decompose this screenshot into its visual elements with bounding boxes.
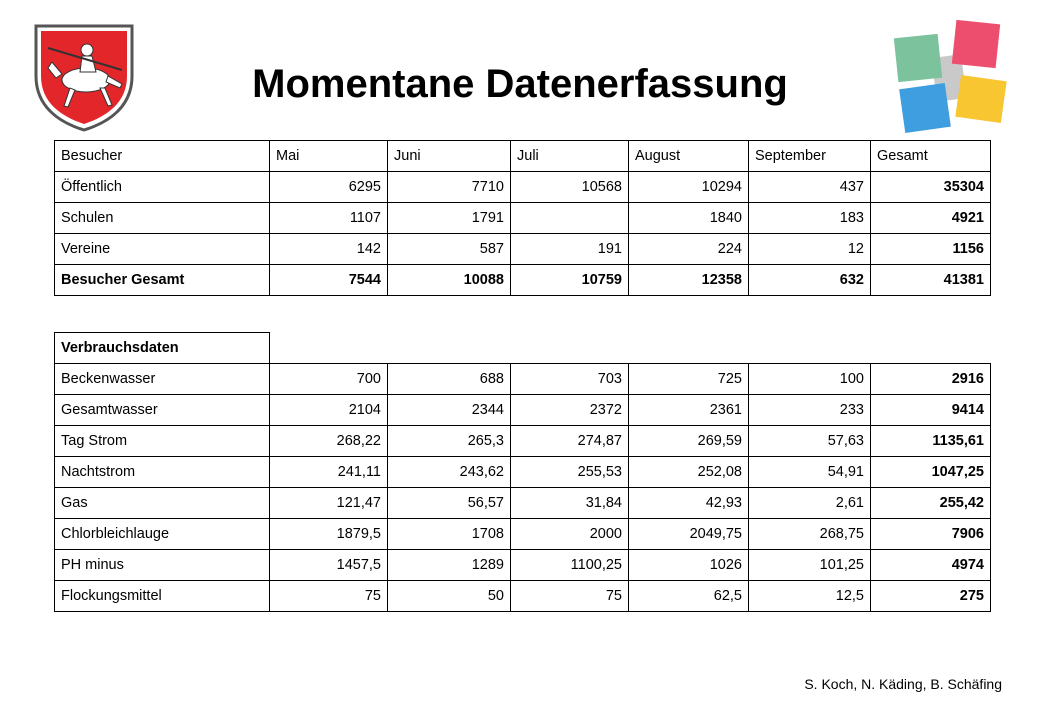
total-cell: 1047,25 (871, 457, 991, 488)
table-row (55, 395, 991, 426)
cell: 50 (388, 581, 511, 612)
table-row (55, 234, 991, 265)
cell: 75 (270, 581, 388, 612)
row-label: Gas (55, 488, 270, 519)
table-row (55, 172, 991, 203)
cell: 1879,5 (270, 519, 388, 550)
header-cell: Juli (511, 141, 629, 172)
cell: 12358 (629, 265, 749, 296)
cell: 56,57 (388, 488, 511, 519)
header-cell: Mai (270, 141, 388, 172)
cell: 10759 (511, 265, 629, 296)
header-cell: September (749, 141, 871, 172)
cell: 268,22 (270, 426, 388, 457)
cell: 31,84 (511, 488, 629, 519)
row-label: Tag Strom (55, 426, 270, 457)
cell: 268,75 (749, 519, 871, 550)
cell: 1026 (629, 550, 749, 581)
cell: 703 (511, 364, 629, 395)
cell: 2361 (629, 395, 749, 426)
cell: 62,5 (629, 581, 749, 612)
total-cell: 41381 (871, 265, 991, 296)
header-cell: Gesamt (871, 141, 991, 172)
table-header-row (55, 141, 991, 172)
cell: 42,93 (629, 488, 749, 519)
cell: 587 (388, 234, 511, 265)
cell: 1708 (388, 519, 511, 550)
cell: 10088 (388, 265, 511, 296)
cell: 700 (270, 364, 388, 395)
empty-cell (511, 333, 629, 364)
total-cell: 9414 (871, 395, 991, 426)
total-cell: 4974 (871, 550, 991, 581)
row-label: Schulen (55, 203, 270, 234)
header-cell: Juni (388, 141, 511, 172)
total-cell: 275 (871, 581, 991, 612)
consumption-table (54, 332, 991, 612)
total-cell: 1135,61 (871, 426, 991, 457)
row-label: Flockungsmittel (55, 581, 270, 612)
total-cell: 7906 (871, 519, 991, 550)
cell: 10568 (511, 172, 629, 203)
cell: 2372 (511, 395, 629, 426)
cell: 121,47 (270, 488, 388, 519)
row-label: Beckenwasser (55, 364, 270, 395)
empty-cell (749, 333, 871, 364)
cell: 1457,5 (270, 550, 388, 581)
cell: 632 (749, 265, 871, 296)
cell: 6295 (270, 172, 388, 203)
cell: 437 (749, 172, 871, 203)
row-label: Chlorbleichlauge (55, 519, 270, 550)
row-label: PH minus (55, 550, 270, 581)
table-row (55, 488, 991, 519)
cell: 12,5 (749, 581, 871, 612)
cell: 725 (629, 364, 749, 395)
cell: 252,08 (629, 457, 749, 488)
total-cell: 4921 (871, 203, 991, 234)
cell: 241,11 (270, 457, 388, 488)
cell: 2049,75 (629, 519, 749, 550)
cell: 75 (511, 581, 629, 612)
total-row (55, 265, 991, 296)
table-row (55, 581, 991, 612)
empty-cell (388, 333, 511, 364)
credits-text: S. Koch, N. Käding, B. Schäfing (804, 676, 1002, 692)
table-row (55, 364, 991, 395)
cell: 54,91 (749, 457, 871, 488)
empty-cell (629, 333, 749, 364)
cell: 183 (749, 203, 871, 234)
cell: 7544 (270, 265, 388, 296)
table-row (55, 203, 991, 234)
cell: 265,3 (388, 426, 511, 457)
empty-cell (871, 333, 991, 364)
cell: 243,62 (388, 457, 511, 488)
four-squares-logo-icon (888, 16, 1012, 138)
table-row (55, 519, 991, 550)
cell: 688 (388, 364, 511, 395)
cell: 2000 (511, 519, 629, 550)
cell: 12 (749, 234, 871, 265)
visitors-table (54, 140, 991, 296)
header-cell: Verbrauchsdaten (55, 333, 270, 364)
header-cell: August (629, 141, 749, 172)
cell: 10294 (629, 172, 749, 203)
table-row (55, 457, 991, 488)
cell: 255,53 (511, 457, 629, 488)
row-label: Besucher Gesamt (55, 265, 270, 296)
total-cell: 35304 (871, 172, 991, 203)
cell: 2104 (270, 395, 388, 426)
cell: 191 (511, 234, 629, 265)
cell: 1100,25 (511, 550, 629, 581)
coat-of-arms-icon (26, 18, 142, 134)
total-cell: 2916 (871, 364, 991, 395)
cell: 1107 (270, 203, 388, 234)
total-cell: 1156 (871, 234, 991, 265)
cell: 101,25 (749, 550, 871, 581)
row-label: Nachtstrom (55, 457, 270, 488)
page-title: Momentane Datenerfassung (252, 62, 788, 106)
table-row (55, 550, 991, 581)
cell: 224 (629, 234, 749, 265)
cell: 1791 (388, 203, 511, 234)
cell: 1840 (629, 203, 749, 234)
table-row (55, 426, 991, 457)
empty-cell (270, 333, 388, 364)
cell: 269,59 (629, 426, 749, 457)
cell: 7710 (388, 172, 511, 203)
cell: 100 (749, 364, 871, 395)
row-label: Vereine (55, 234, 270, 265)
cell: 142 (270, 234, 388, 265)
cell: 233 (749, 395, 871, 426)
table-header-row (55, 333, 991, 364)
row-label: Gesamtwasser (55, 395, 270, 426)
cell (511, 203, 629, 234)
header-cell: Besucher (55, 141, 270, 172)
cell: 57,63 (749, 426, 871, 457)
cell: 2344 (388, 395, 511, 426)
cell: 274,87 (511, 426, 629, 457)
cell: 2,61 (749, 488, 871, 519)
total-cell: 255,42 (871, 488, 991, 519)
cell: 1289 (388, 550, 511, 581)
row-label: Öffentlich (55, 172, 270, 203)
